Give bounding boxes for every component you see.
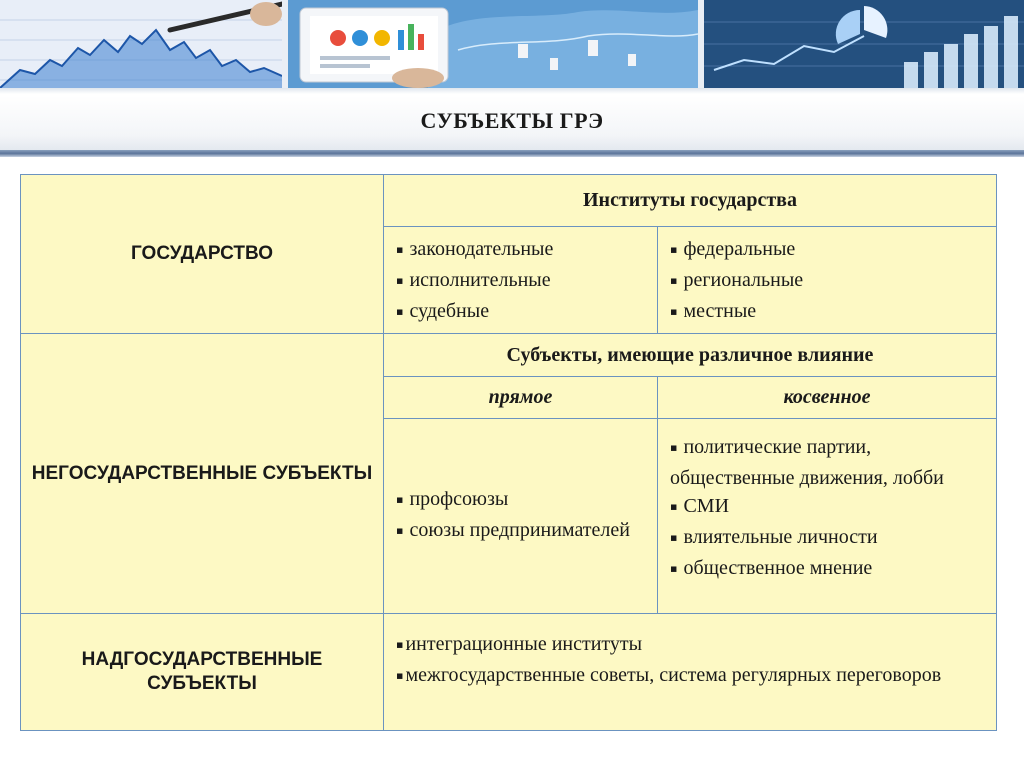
list-item: ▪ общественное мнение [670, 557, 873, 579]
list-item: ▪ межгосударственные советы, система регулярных переговоров [396, 664, 942, 686]
state-levels-list [657, 226, 997, 334]
bullet-icon: ▪ [670, 243, 678, 256]
bullet-icon: ▪ [396, 669, 404, 682]
title-underline [0, 150, 1024, 157]
list-item: ▪ влиятельные личности [670, 526, 878, 548]
bullet-icon: ▪ [670, 562, 678, 575]
header-banner [0, 0, 1024, 90]
list-item: ▪ законодательные [396, 238, 554, 260]
bullet-icon: ▪ [670, 274, 678, 287]
bullet-icon: ▪ [396, 638, 404, 651]
list-item: ▪ союзы предпринимателей [396, 519, 630, 541]
indirect-influence-header: косвенное [657, 376, 997, 419]
tablet-map-image [288, 0, 698, 88]
banner-divider [0, 88, 1024, 94]
row-label-state: ГОСУДАРСТВО [20, 174, 384, 334]
list-item: ▪ федеральные [670, 238, 796, 260]
direct-influence-header: прямое [383, 376, 658, 419]
bullet-icon: ▪ [670, 305, 678, 318]
list-item: ▪ региональные [670, 269, 804, 291]
influence-heading: Субъекты, имеющие различное влияние [383, 333, 997, 377]
bullet-icon: ▪ [396, 243, 404, 256]
bullet-icon: ▪ [670, 500, 678, 513]
indirect-influence-list [657, 418, 997, 614]
list-item: ▪ СМИ [670, 495, 730, 517]
stock-chart-image [0, 0, 282, 88]
bullet-icon: ▪ [396, 493, 404, 506]
row-label-nonstate: НЕГОСУДАРСТВЕННЫЕ СУБЪЕКТЫ [20, 333, 384, 614]
direct-influence-list [383, 418, 658, 614]
list-item: ▪ профсоюзы [396, 488, 509, 510]
bullet-icon: ▪ [396, 305, 404, 318]
bullet-icon: ▪ [670, 531, 678, 544]
row-label-supranational: НАДГОСУДАРСТВЕННЫЕ СУБЪЕКТЫ [20, 613, 384, 731]
bullet-icon: ▪ [670, 441, 678, 454]
analytics-dashboard-image [704, 0, 1024, 88]
slide-title: СУБЪЕКТЫ ГРЭ [420, 108, 604, 133]
bullet-icon: ▪ [396, 274, 404, 287]
list-item: ▪ политические партии, общественные движения, лобби [670, 436, 944, 489]
bullet-icon: ▪ [396, 524, 404, 537]
supranational-list [383, 613, 997, 731]
list-item: ▪ судебные [396, 300, 490, 322]
state-branches-list [383, 226, 658, 334]
list-item: ▪ интеграционные институты [396, 633, 643, 655]
state-institutions-heading: Институты государства [383, 174, 997, 227]
list-item: ▪ исполнительные [396, 269, 551, 291]
list-item: ▪ местные [670, 300, 757, 322]
